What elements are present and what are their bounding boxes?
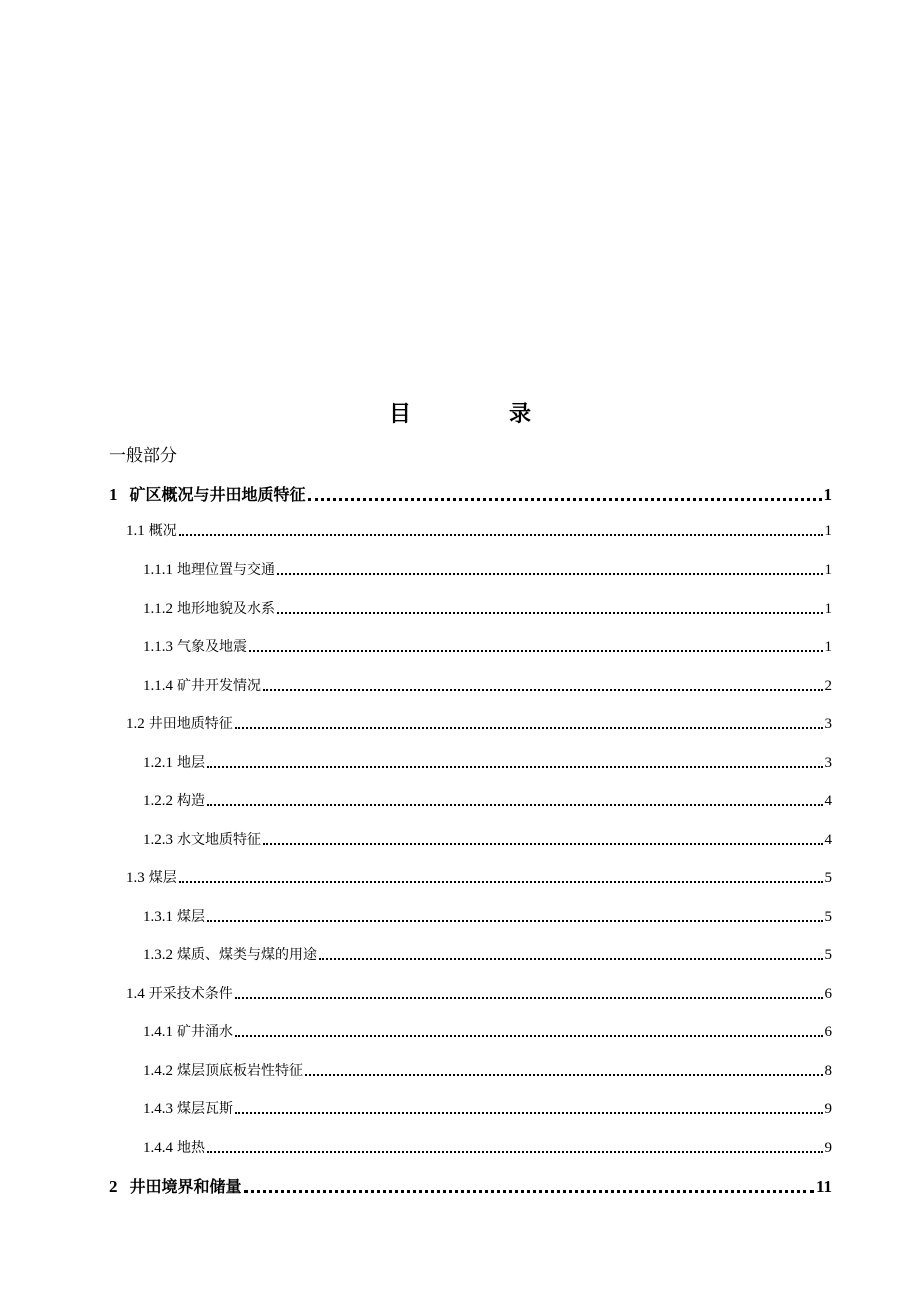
toc-entry[interactable]: [143, 1137, 832, 1157]
toc-entry-page: 5: [824, 947, 832, 963]
toc-entry-label: 矿区概况与井田地质特征: [129, 485, 306, 504]
toc-entry-leader: [277, 573, 823, 575]
toc-entry-leader: [179, 534, 823, 536]
toc-entry-label: 煤质、煤类与煤的用途: [177, 947, 317, 963]
toc-entry[interactable]: [143, 1060, 832, 1080]
toc-entry-leader: [277, 612, 823, 614]
toc-entry-page: 4: [824, 832, 832, 848]
toc-entry[interactable]: [126, 983, 832, 1003]
toc-entry-number: 1.4.4: [143, 1140, 173, 1156]
toc-entry-leader: [305, 1074, 823, 1076]
toc-entry-number: 1.4.3: [143, 1101, 173, 1117]
toc-entry-page: 3: [824, 755, 832, 771]
toc-entry-number: 1.4.2: [143, 1063, 173, 1079]
toc-entry[interactable]: [143, 906, 832, 926]
toc-entry-page: 1: [824, 523, 832, 539]
toc-entry-number: 1.3.2: [143, 947, 173, 963]
toc-entry-number: 1.3.1: [143, 909, 173, 925]
toc-entry[interactable]: [143, 752, 832, 772]
toc-entry-number: 1.4.1: [143, 1024, 173, 1040]
toc-entry-number: 2: [109, 1177, 118, 1196]
toc-entry[interactable]: [109, 1174, 832, 1197]
toc-entry-leader: [244, 1190, 814, 1193]
toc-entry[interactable]: [143, 598, 832, 618]
toc-entry-number: 1.1.1: [143, 562, 173, 578]
toc-entry-label: 地理位置与交通: [177, 562, 275, 578]
toc-entry-number: 1: [109, 485, 118, 504]
toc-entry-leader: [263, 689, 823, 691]
toc-entry[interactable]: [126, 520, 832, 540]
toc-entry-page: 2: [824, 678, 832, 694]
toc-entry-leader: [235, 1112, 823, 1114]
toc-entry-page: 1: [823, 485, 832, 504]
page-title: 目 录: [388, 402, 569, 427]
toc-entry-leader: [207, 766, 823, 768]
toc-entry-label: 水文地质特征: [177, 832, 261, 848]
toc-entry[interactable]: [126, 713, 832, 733]
toc-entry-leader: [207, 804, 823, 806]
toc-entry-number: 1.1: [126, 523, 145, 539]
toc-entry[interactable]: [109, 482, 832, 505]
toc-entry-page: 3: [824, 716, 832, 732]
toc-entry-label: 概况: [148, 523, 177, 539]
toc-entry-leader: [235, 997, 823, 999]
toc-entry-leader: [319, 958, 823, 960]
toc-entry-number: 1.2.1: [143, 755, 173, 771]
toc-entry[interactable]: [143, 559, 832, 579]
toc-entry-number: 1.4: [126, 986, 145, 1002]
toc-entry-page: 6: [824, 1024, 832, 1040]
toc-entry-page: 5: [824, 870, 832, 886]
toc-entry-leader: [207, 1151, 823, 1153]
toc-entry-number: 1.1.4: [143, 678, 173, 694]
toc-entry-number: 1.3: [126, 870, 145, 886]
toc-entry-leader: [235, 727, 823, 729]
toc-entry-label: 开采技术条件: [148, 986, 233, 1002]
toc-entry-number: 1.2.3: [143, 832, 173, 848]
toc-entry-page: 9: [824, 1101, 832, 1117]
toc-entry-leader: [179, 881, 823, 883]
toc-entry-label: 地热: [177, 1140, 205, 1156]
toc-entry[interactable]: [143, 1098, 832, 1118]
toc-entry-page: 1: [824, 562, 832, 578]
toc-entry-leader: [263, 843, 823, 845]
toc-entry-number: 1.2.2: [143, 793, 173, 809]
toc-entry-page: 6: [824, 986, 832, 1002]
toc-entry-label: 煤层瓦斯: [177, 1101, 233, 1117]
toc-entry-label: 地形地貌及水系: [177, 601, 275, 617]
toc-entry-number: 1.2: [126, 716, 145, 732]
toc-entry-leader: [308, 498, 822, 501]
toc-entry[interactable]: [143, 1021, 832, 1041]
toc-entry-leader: [235, 1035, 823, 1037]
toc-entry-label: 井田境界和储量: [129, 1177, 242, 1196]
toc-entry-label: 地层: [177, 755, 205, 771]
toc-entry-page: 1: [824, 601, 832, 617]
toc-entry[interactable]: [143, 636, 832, 656]
toc-entry[interactable]: [126, 867, 832, 887]
toc-entry-label: 煤层: [177, 909, 205, 925]
toc-entry-page: 9: [824, 1140, 832, 1156]
toc-entry-label: 气象及地震: [177, 639, 247, 655]
toc-entry-page: 4: [824, 793, 832, 809]
toc-entry-page: 5: [824, 909, 832, 925]
toc-entry-number: 1.1.2: [143, 601, 173, 617]
toc-entry[interactable]: [143, 944, 832, 964]
toc-entry-page: 1: [824, 639, 832, 655]
toc-entry-label: 煤层: [148, 870, 177, 886]
toc-entry-label: 煤层顶底板岩性特征: [177, 1063, 303, 1079]
toc-entry-label: 井田地质特征: [148, 716, 233, 732]
toc-entry-label: 矿井涌水: [177, 1024, 233, 1040]
toc-entry-page: 8: [824, 1063, 832, 1079]
toc-entry-label: 构造: [177, 793, 205, 809]
toc-entry[interactable]: [143, 675, 832, 695]
toc-entry-leader: [249, 650, 823, 652]
section-heading: 一般部分: [109, 446, 177, 466]
toc-entry[interactable]: [143, 790, 832, 810]
toc-entry-label: 矿井开发情况: [177, 678, 261, 694]
toc-entry-number: 1.1.3: [143, 639, 173, 655]
toc-entry[interactable]: [143, 829, 832, 849]
toc-entry-page: 11: [815, 1177, 832, 1196]
toc-entry-leader: [207, 920, 823, 922]
